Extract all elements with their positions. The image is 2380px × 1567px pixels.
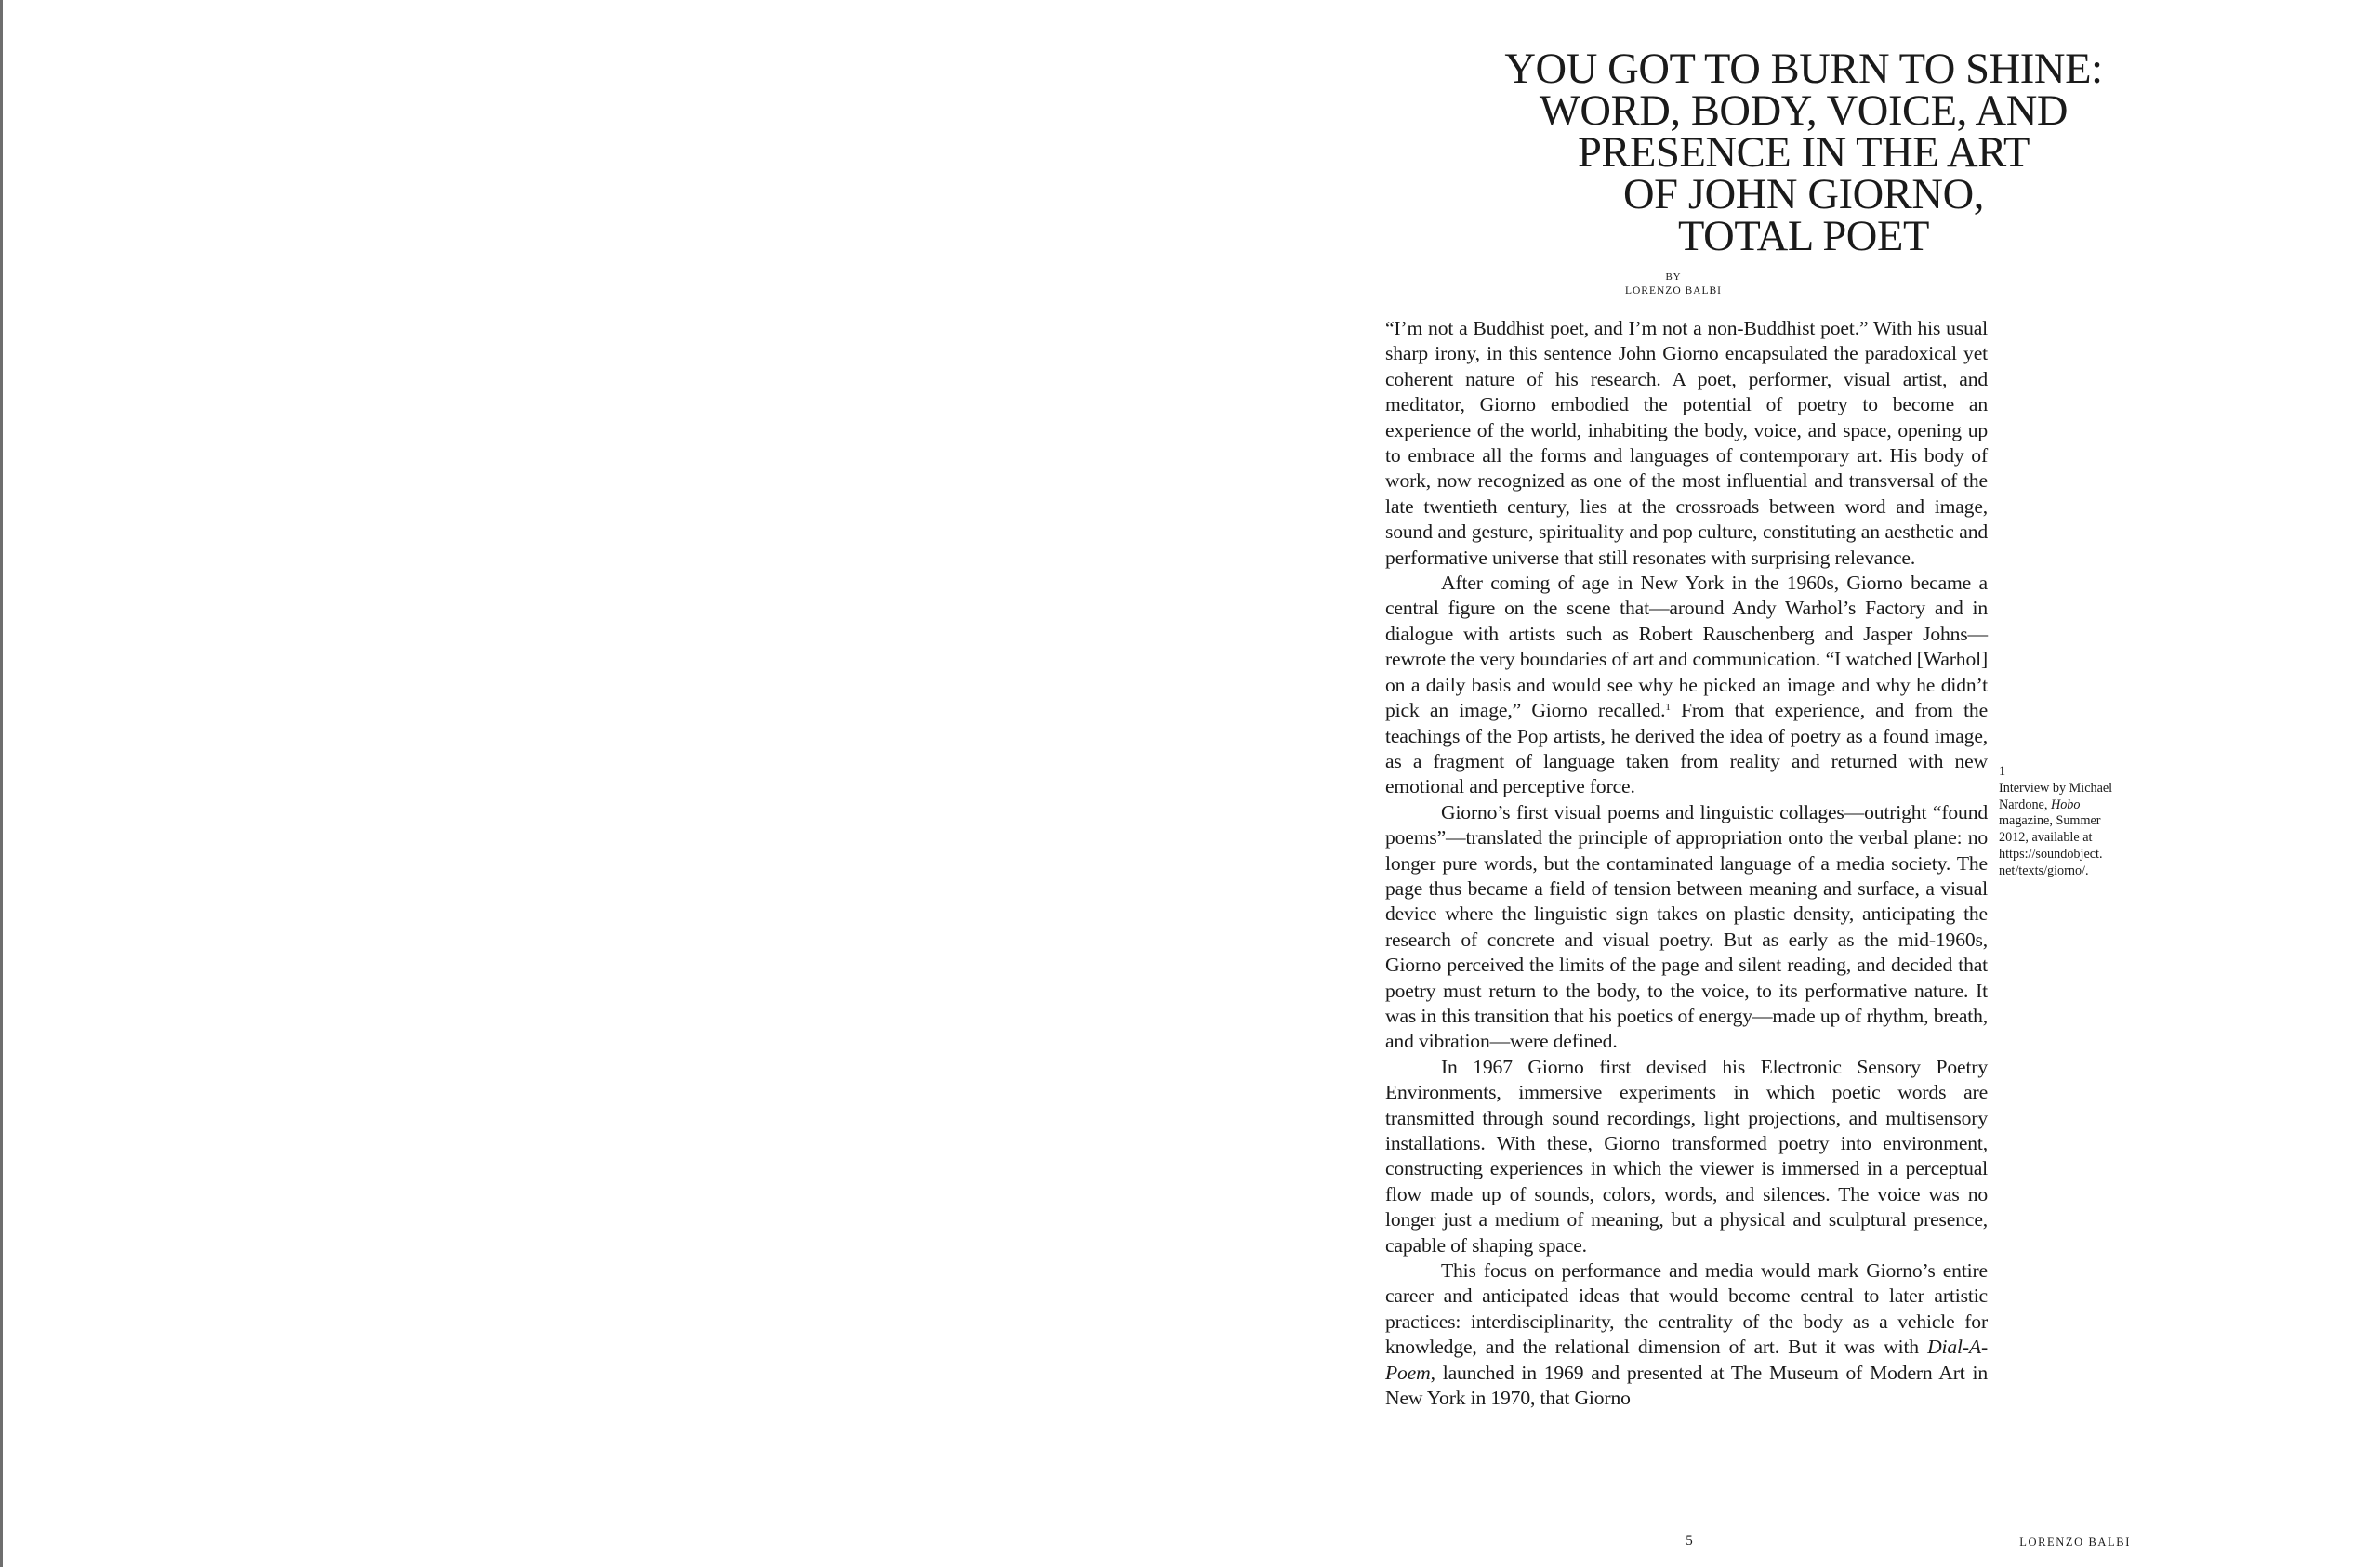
footnote-text-run: Nardone, (1999, 797, 2051, 812)
footnote-line (1999, 797, 2101, 814)
title-line: WORD, BODY, VOICE, AND (1539, 87, 2069, 135)
byline-prefix: BY (1665, 271, 1682, 283)
byline-author: LORENZO BALBI (1624, 285, 1723, 296)
body-text-run: From that experience, and from the teachings of the Pop artists, he derived the idea of poetry as a found image, as a fragment of language taken from reality and returned with new emotional and perceptive force. (1385, 699, 1989, 798)
footnote-line: 2012, available at (1999, 830, 2093, 846)
work-title: Dial-A-Poem (1385, 1336, 1988, 1384)
running-head: LORENZO BALBI (2019, 1535, 2131, 1548)
title-line: YOU GOT TO BURN TO SHINE: (1504, 46, 2103, 93)
footnote-ref: 1 (1665, 702, 1671, 714)
title-line: PRESENCE IN THE ART (1577, 129, 2030, 177)
footnote-line: magazine, Summer (1999, 813, 2101, 829)
body-paragraph (1385, 571, 1988, 800)
footnote-line: Interview by Michael (1999, 780, 2113, 796)
body-paragraph (1385, 1258, 1988, 1411)
body-paragraph: “I’m not a Buddhist poet, and I’m not a non-Buddhist poet.” With his usual sharp irony, in this sentence John Giorno encapsulated the paradoxical yet coherent nature of his research. A poet, performer, visual artist, and meditator, Giorno embodied the potential of poetry to become an experience of the world, inhabiting the body, voice, and space, opening up to embrace all the forms and languages of contemporary art. His body of work, now recognized as one of the most influential and transversal of the late twentieth century, lies at the crossroads between word and image, sound and gesture, spirituality and pop culture, constituting an aesthetic and performative universe that still resonates with surprising relevance. (1385, 317, 1988, 569)
footnote-number: 1 (1999, 764, 2006, 779)
article-title (1329, 46, 2278, 260)
footnote-1 (1999, 764, 2113, 880)
article-body (1385, 316, 1988, 1411)
title-line: OF JOHN GIORNO, (1623, 171, 1984, 218)
body-text-run: , launched in 1969 and presented at The Museum of Modern Art in New York in 1970, that Giorno (1385, 1361, 1988, 1410)
page-number: 5 (1686, 1534, 1693, 1548)
magazine-title: Hobo (2050, 797, 2081, 812)
body-text-run: This focus on performance and media would mark Giorno’s entire career and anticipated ideas that would become central to later artistic practices: interdisciplinarity, the centrality of the body as a vehicle for knowledge, and the relational dimension of art. But it was with (1385, 1259, 1988, 1359)
body-text-run: After coming of age in New York in the 1960s, Giorno became a central figure on the scene that—around Andy Warhol’s Factory and in dialogue with artists such as Robert Rauschenberg and Jasper Johns—rewrote the very boundaries of art and communication. “I watched [Warhol] on a daily basis and would see why he picked an image and why he didn’t pick an image,” Giorno recalled. (1385, 572, 1988, 722)
footnote-line: https://soundobject. (1999, 846, 2103, 862)
footnote-line: net/texts/giorno/. (1999, 863, 2089, 878)
body-paragraph: Giorno’s first visual poems and linguistic collages—outright “found poems”—translated the principle of appropriation onto the verbal plane: no longer pure words, but the contaminated language of a media society. The page thus became a field of tension between meaning and surface, a visual device where the linguistic sign takes on plastic density, anticipating the research of concrete and visual poetry. But as early as the mid-1960s, Giorno perceived the limits of the page and silent reading, and decided that poetry must return to the body, to the voice, to its performative nature. It was in this transition that his poetics of energy—made up of rhythm, breath, and vibration—were defined. (1385, 800, 1988, 1053)
title-line: TOTAL POET (1678, 213, 1929, 260)
body-paragraph: In 1967 Giorno first devised his Electronic Sensory Poetry Environments, immersive experiments in which poetic words are transmitted through sound recordings, light projections, and multisensory installations. With these, Giorno transformed poetry into environment, constructing experiences in which the viewer is immersed in a perceptual flow made up of sounds, colors, words, and silences. The voice was no longer just a medium of meaning, but a physical and sculptural presence, capable of shaping space. (1385, 1055, 1988, 1257)
left-page-blank (3, 0, 1190, 1567)
